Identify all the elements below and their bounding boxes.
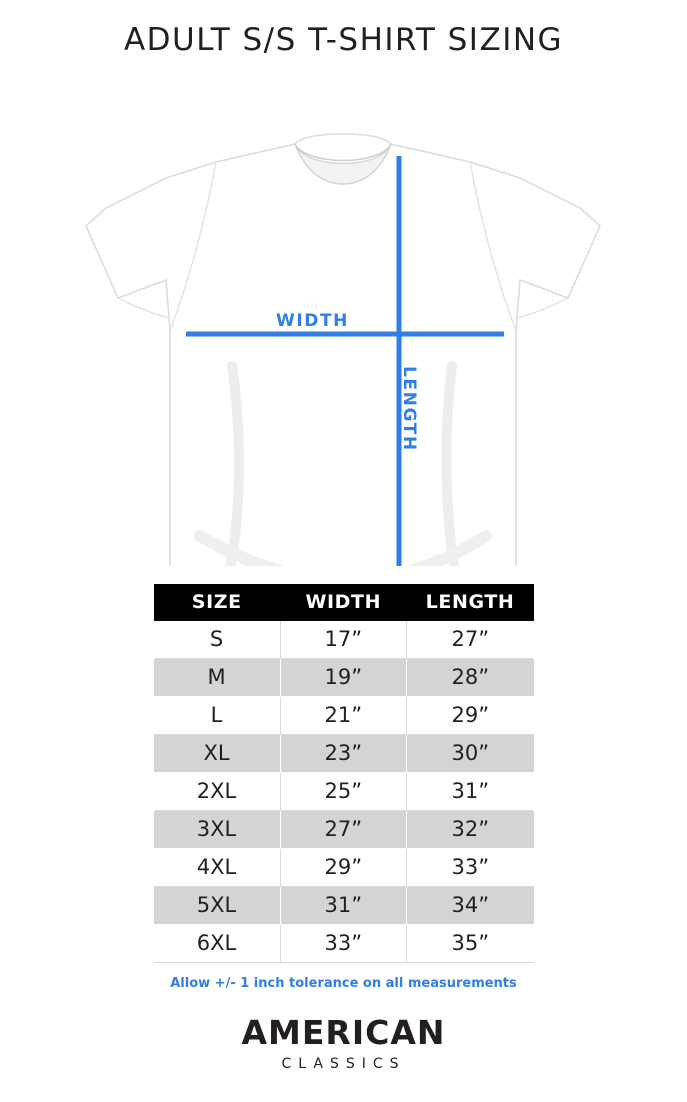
- cell-size: 6XL: [154, 925, 281, 963]
- cell-size: 2XL: [154, 773, 281, 811]
- table-row: [154, 811, 534, 849]
- table-row: [154, 925, 534, 963]
- brand-name: AMERICAN: [241, 1013, 446, 1052]
- brand-logo: [0, 1013, 687, 1072]
- cell-length: 31”: [407, 773, 534, 811]
- cell-length: 29”: [407, 697, 534, 735]
- header-width: WIDTH: [280, 584, 407, 621]
- cell-width: 27”: [280, 811, 407, 849]
- cell-width: 29”: [280, 849, 407, 887]
- size-chart: [154, 584, 534, 963]
- cell-size: S: [154, 621, 281, 659]
- cell-length: 32”: [407, 811, 534, 849]
- table-row: [154, 621, 534, 659]
- table-row: [154, 887, 534, 925]
- tshirt-diagram: [0, 66, 687, 566]
- header-length: LENGTH: [407, 584, 534, 621]
- cell-width: 31”: [280, 887, 407, 925]
- size-table: [154, 584, 534, 963]
- cell-size: L: [154, 697, 281, 735]
- table-row: [154, 735, 534, 773]
- table-row: [154, 697, 534, 735]
- cell-size: 5XL: [154, 887, 281, 925]
- table-row: [154, 659, 534, 697]
- cell-size: 3XL: [154, 811, 281, 849]
- table-header-row: [154, 584, 534, 621]
- cell-size: 4XL: [154, 849, 281, 887]
- cell-width: 33”: [280, 925, 407, 963]
- cell-size: M: [154, 659, 281, 697]
- cell-length: 30”: [407, 735, 534, 773]
- length-label: LENGTH: [399, 366, 419, 452]
- shirt-shape: [86, 134, 600, 566]
- cell-length: 35”: [407, 925, 534, 963]
- cell-width: 25”: [280, 773, 407, 811]
- cell-width: 19”: [280, 659, 407, 697]
- cell-width: 23”: [280, 735, 407, 773]
- cell-size: XL: [154, 735, 281, 773]
- table-body: [154, 621, 534, 963]
- cell-length: 33”: [407, 849, 534, 887]
- cell-width: 21”: [280, 697, 407, 735]
- brand-subtitle: CLASSICS: [281, 1056, 406, 1072]
- table-header: [154, 584, 534, 621]
- table-row: [154, 849, 534, 887]
- cell-length: 27”: [407, 621, 534, 659]
- header-size: SIZE: [154, 584, 281, 621]
- tolerance-note: Allow +/- 1 inch tolerance on all measurements: [170, 976, 517, 991]
- cell-length: 28”: [407, 659, 534, 697]
- width-label: WIDTH: [276, 311, 350, 331]
- page-title: ADULT S/S T-SHIRT SIZING: [123, 22, 564, 58]
- cell-length: 34”: [407, 887, 534, 925]
- table-row: [154, 773, 534, 811]
- cell-width: 17”: [280, 621, 407, 659]
